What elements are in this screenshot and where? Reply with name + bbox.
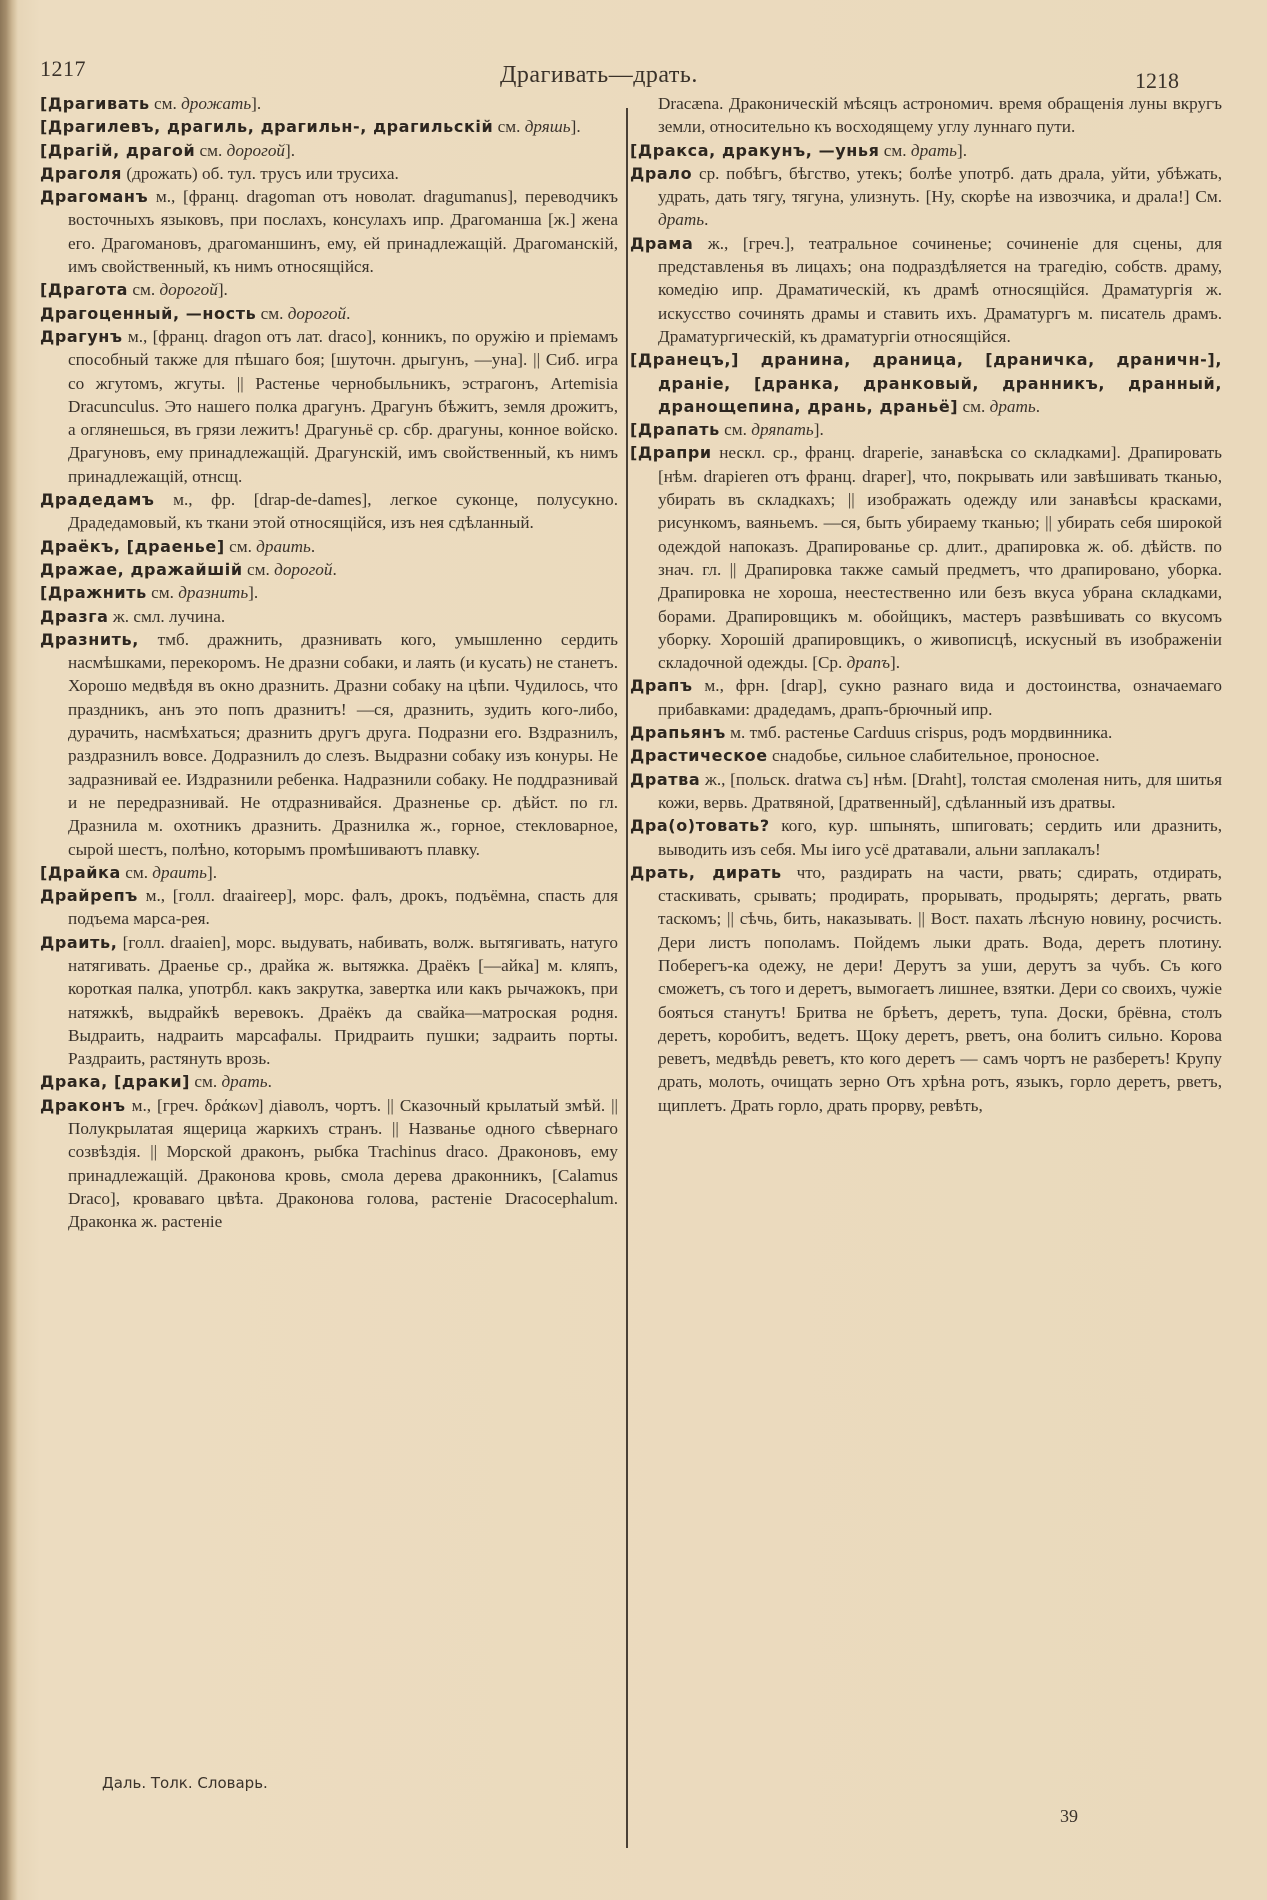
- cross-reference: драить: [152, 862, 208, 882]
- headword: [Драпри: [630, 443, 712, 463]
- dictionary-entry: [630, 674, 1222, 721]
- headword: Дра(о)товать?: [630, 816, 770, 836]
- headword: Драгоценный, —ность: [40, 303, 257, 323]
- headword: Драголя: [40, 163, 123, 183]
- headword: Драпьянъ: [630, 723, 726, 743]
- headword: Драть, дирать: [630, 862, 782, 882]
- headword: [Драгота: [40, 280, 129, 300]
- definition-text: см.: [958, 396, 990, 416]
- definition-text: м., фрн. [drap], сукно разнаго вида и достоинства, означаемаго прибавками: драдедамъ, драпъ-брючный ипр.: [658, 676, 1222, 719]
- dictionary-entry: [40, 139, 618, 162]
- headword: Драгоманъ: [40, 187, 149, 207]
- headword: Драгунъ: [40, 326, 123, 346]
- definition-text: см.: [256, 303, 288, 323]
- cross-reference: драть: [910, 140, 957, 160]
- entry-punctuation: .: [332, 559, 337, 579]
- running-head-title: Драгивать—драть.: [500, 62, 698, 88]
- headword: Драло: [630, 163, 693, 183]
- dictionary-entry: [40, 278, 618, 301]
- dictionary-entry: [40, 115, 618, 138]
- definition-text: м., [голл. draaireep], морс. фалъ, дрокъ, подъёмна, спасть для подъема марса-рея.: [68, 886, 618, 929]
- definition-text: нескл. ср., франц. draperie, занавѣска со складками]. Драпировать [нѣм. drapieren отъ франц. draper], что, покрывать или завѣшивать тканью, убирать въ складкахъ; || изображать одежду или занавѣсы красками, рисункомъ, ваяньемъ. —ся, быть убираему тканью; || убирать себя широкой одеждой напоказъ. Драпированье ср. длит., драпировка ж. об. дѣйств. по знач. гл. || Драпировка также самый предметъ, что драпировано, уборка. Драпировка не хороша, неестественно или безъ вкуса убрана складками, борами. Драпировщикъ м. обойщикъ, мастеръ развѣшивать со вкусомъ уборку. Хорошій драпировщикъ, о живописцѣ, искусный въ изображеніи складочной одежды. [Ср.: [658, 443, 1222, 673]
- headword: Драпъ: [630, 676, 693, 696]
- entry-punctuation: ].: [207, 862, 218, 882]
- headword: Дразга: [40, 606, 109, 626]
- column-divider: [626, 108, 628, 1848]
- entry-punctuation: ].: [570, 117, 581, 137]
- dictionary-entry: [40, 92, 618, 115]
- dictionary-entry: [40, 931, 618, 1071]
- cross-reference: дрожать: [181, 94, 252, 113]
- definition-text: (дрожать) об. тул. трусъ или трусиха.: [122, 163, 399, 183]
- cross-reference: драть: [221, 1072, 268, 1092]
- cross-reference: драть: [658, 210, 705, 230]
- left-column: [40, 92, 618, 1234]
- dictionary-entry: [630, 861, 1222, 1117]
- dictionary-entry: [40, 861, 618, 884]
- dictionary-entry: [40, 1094, 618, 1234]
- headword: [Драгилевъ, драгиль, драгильн-, драгильскій: [40, 117, 494, 137]
- dictionary-entry: [630, 721, 1222, 744]
- cross-reference: дряшь: [524, 117, 571, 137]
- dictionary-entry: [40, 628, 618, 861]
- cross-reference: дорогой: [287, 303, 347, 323]
- cross-reference: дорогой: [226, 140, 286, 160]
- headword: Драстическое: [630, 746, 768, 766]
- definition-text: кого, кур. шпынять, шпиговать; сердить или дразнить, выводить изъ себя. Мы іиго усё дратавали, альни заплакалъ!: [658, 816, 1222, 859]
- headword: Драма: [630, 233, 694, 253]
- definition-text: что, раздирать на части, рвать; сдирать, отдирать, стаскивать, срывать; продирать, прорывать, продырять; дергать, рвать таскомъ; || сѣчь, бить, наказывать. || Вост. пахать лѣсную новину, росчисть. Дери листъ пополамъ. Пойдемъ лыки драть. Вода, деретъ плотину. Поберегъ-ка одежу, не дери! Дерутъ за уши, дерутъ за чубъ. Съ кого сможетъ, съ того и деретъ, вымогаетъ лишнее, взятки. Дери со своихъ, чужіе бояться станутъ! Бритва не брѣетъ, деретъ, тупа. Доски, брёвна, столъ деретъ, коробитъ, ведетъ. Щоку деретъ, рветъ, она болитъ сильно. Корова реветъ, медвѣдь реветъ, кто кого деретъ — самъ чортъ не разберетъ! Крупу драть, молоть, очищать зерно Отъ хрѣна ротъ, языкъ, горло деретъ, рветъ, щиплетъ. Драть горло, драть прорву, ревѣть,: [658, 862, 1222, 1115]
- dictionary-entry: [40, 162, 618, 185]
- signature-mark: 39: [1060, 1806, 1078, 1826]
- dictionary-entry: [40, 325, 618, 488]
- headword: Дразнить,: [40, 629, 139, 649]
- dictionary-entry: [630, 92, 1222, 139]
- definition-text: ж., [польск. dratwa съ] нѣм. [Draht], толстая смоленая нить, для шитья кожи, вервь. Дратвяной, [дратвенный], сдѣланный изъ дратвы.: [658, 769, 1222, 812]
- definition-text: ж. смл. лучина.: [108, 606, 226, 626]
- entry-punctuation: .: [704, 210, 709, 230]
- definition-text: см.: [719, 420, 752, 440]
- definition-text: ср. побѣгъ, бѣгство, утекъ; болѣе употрб. дать драла, уйти, убѣжать, удрать, дать тягу, тягуна, улизнуть. [Ну, скорѣе на извозчика, и драла!] См.: [658, 163, 1222, 207]
- entry-punctuation: ].: [248, 583, 259, 603]
- dictionary-entry: [630, 348, 1222, 418]
- cross-reference: дряпать: [751, 420, 814, 440]
- definition-text: Dracæna. Драконическій мѣсяцъ астрономич. время обращенія луны вкругъ земли, относительно къ восходящему углу луннаго пути.: [658, 94, 1222, 137]
- dictionary-entry: [40, 605, 618, 628]
- headword: Драить,: [40, 932, 118, 952]
- headword: Драконъ: [40, 1095, 126, 1115]
- page-number-left: 1217: [40, 56, 86, 81]
- dictionary-entry: [40, 488, 618, 535]
- definition-text: см.: [128, 280, 160, 300]
- entry-punctuation: ].: [890, 653, 901, 673]
- definition-text: см.: [190, 1072, 222, 1092]
- dictionary-entry: [630, 814, 1222, 861]
- dictionary-entry: [630, 768, 1222, 815]
- dictionary-entry: [40, 535, 618, 558]
- definition-text: см.: [242, 559, 275, 579]
- dictionary-entry: [40, 558, 618, 581]
- definition-text: тмб. дражнить, дразнивать кого, умышленно сердить насмѣшками, перекоромъ. Не дразни собаки, и лаять (и кусать) не станетъ. Хорошо медвѣдя въ окно дразнить. Дразни собаку на цѣпи. Чудилось, что праздникъ, анъ это попъ дразнитъ! —ся, дразнить, зудить кого-либо, дурачить, насмѣхаться; дразнить другъ друга. Подразни его. Вздразнилъ, раздразнилъ вовсе. Додразнилъ до слезъ. Выдразни собаку изъ конуры. Не задразнивай ее. Издразнили ребенка. Надразнили собаку. Не поддразнивай и не передразнивай. Не отдразнивайся. Дразненье ср. дѣйст. по гл. Дразнила м. охотникъ дразнить. Дразнилка ж., горное, стекловарное, сырой шестъ, полѣно, которымъ промѣшиваютъ плавку.: [68, 629, 618, 859]
- page-number-right: 1218: [1135, 68, 1179, 93]
- definition-text: м., [франц. dragon отъ лат. draco], конникъ, по оружію и пріемамъ способный также для пѣшаго боя; [шуточн. дрыгунъ, —уна]. || Сиб. игра со жгутомъ, жгуты. || Растенье чернобыльникъ, эстрагонъ, Artemisia Dracunculus. Это нашего полка драгунъ. Драгунъ бѣжитъ, земля дрожитъ, а оглянешься, въ грязи лежитъ! Драгуньё ср. сбр. драгуны, конное войско. Драгуновъ, ему принадлежащій. Драгунскій, имъ свойственный, къ нимъ принадлежащій, отнсщ.: [68, 326, 618, 486]
- definition-text: ж., [греч.], театральное сочиненье; сочиненіе для сцены, для представленья въ лицахъ; она подраздѣляется на трагедію, собств. драму, комедію ипр. Драматическій, къ драмѣ относящійся. Драматургія ж. искусство сочинять драмы и ставить ихъ. Драматургъ м. писатель драмъ. Драматургическій, къ драматургіи относящійся.: [658, 233, 1222, 346]
- right-column: [630, 92, 1222, 1117]
- running-head: [0, 48, 1267, 93]
- cross-reference: дразнить: [178, 583, 249, 603]
- entry-punctuation: ].: [813, 420, 824, 440]
- headword: [Драгій, драгой: [40, 140, 196, 160]
- cross-reference: дорогой: [159, 280, 218, 300]
- cross-reference: драить: [256, 536, 311, 556]
- definition-text: см.: [879, 140, 911, 160]
- dictionary-entry: [40, 185, 618, 278]
- entry-punctuation: ].: [217, 280, 228, 300]
- entry-punctuation: .: [267, 1072, 272, 1092]
- headword: Драйрепъ: [40, 886, 138, 906]
- entry-punctuation: ].: [285, 140, 296, 160]
- headword: [Дражнить: [40, 583, 147, 603]
- headword: [Дранецъ,] дранина, драница, [драничка, драничн-], драніе, [дранка, дранковый, дранникъ, дранный, дранощепина, дрань, драньё]: [630, 350, 1222, 416]
- entry-punctuation: ].: [957, 140, 968, 160]
- entry-punctuation: .: [310, 536, 316, 556]
- headword: Драдедамъ: [40, 490, 155, 510]
- dictionary-entry: [630, 418, 1222, 441]
- headword: Драёкъ, [драенье]: [40, 536, 225, 556]
- definition-text: см.: [224, 536, 257, 556]
- definition-text: м., [греч. δράκων] діаволъ, чортъ. || Сказочный крылатый змѣй. || Полукрылатая ящерица жаркихъ странъ. || Названье одного сѣвернаго созвѣздія. || Морской драконъ, рыбка Trachinus draco. Дракoновъ, ему принадлежащій. Драконова кровь, смола дерева драконникъ, [Calamus Draco], кроваваго цвѣта. Драконова голова, растеніе Dracocephalum. Драконка ж. растеніе: [68, 1095, 618, 1232]
- dictionary-entry: [630, 232, 1222, 348]
- headword: Дратва: [630, 769, 701, 789]
- dictionary-entry: [40, 1070, 618, 1093]
- headword: [Драйка: [40, 862, 121, 882]
- dictionary-entry: [40, 581, 618, 604]
- dictionary-entry: [630, 441, 1222, 674]
- dictionary-entry: [630, 139, 1222, 162]
- headword: [Драпать: [630, 420, 720, 440]
- definition-text: см.: [493, 117, 525, 137]
- headword: Драка, [драки]: [40, 1072, 191, 1092]
- definition-text: м., фр. [drap-de-dames], легкое суконце, полусукно. Драдедамовый, къ ткани этой относящійся, изъ нея сдѣланный.: [68, 490, 618, 533]
- cross-reference: дорогой: [274, 559, 333, 579]
- cross-reference: драть: [989, 396, 1036, 416]
- definition-text: снадобье, сильное слабительное, проносное.: [767, 746, 1100, 766]
- definition-text: м. тмб. растенье Carduus crispus, родъ мордвинника.: [725, 723, 1113, 743]
- definition-text: см.: [195, 140, 227, 160]
- entry-punctuation: .: [346, 303, 351, 323]
- definition-text: см.: [120, 862, 153, 882]
- definition-text: см.: [149, 94, 182, 113]
- entry-punctuation: .: [1035, 396, 1041, 416]
- definition-text: м., [франц. dragoman отъ новолат. dragumanus], переводчикъ восточныхъ языковъ, при послахъ, консулахъ ипр. Драгоманша [ж.] жена его. Драгомановъ, драгоманшинъ, ему, ей принадлежащій. Драгоманскій, имъ свойственный, къ нимъ относящійся.: [68, 187, 618, 277]
- definition-text: см.: [146, 583, 179, 603]
- definition-text: [голл. draaien], морс. выдувать, набивать, волж. вытягивать, натуго натягивать. Драенье ср., драйка ж. вытяжка. Драёкъ [—айка] м. кляпъ, короткая палка, употрбл. какъ закрутка, завертка или какъ рычажокъ, при натяжкѣ, выдрайкѣ веревокъ. Драёкъ да свайка—матроская родня. Выдраить, надраить марсафалы. Придраить пушки; задраить порты. Раздраить, растянуть врозь.: [68, 932, 618, 1069]
- publisher-note: Даль. Толк. Словарь.: [102, 1774, 268, 1792]
- headword: Дражае, дражайшій: [40, 559, 243, 579]
- dictionary-entry: [40, 884, 618, 931]
- dictionary-entry: [630, 744, 1222, 767]
- dictionary-entry: [40, 302, 618, 325]
- headword: [Драгивать: [40, 94, 150, 113]
- entry-punctuation: ].: [251, 94, 262, 113]
- cross-reference: драпъ: [846, 653, 891, 673]
- headword: [Дракса, дракунъ, —унья: [630, 140, 880, 160]
- dictionary-entry: [630, 162, 1222, 232]
